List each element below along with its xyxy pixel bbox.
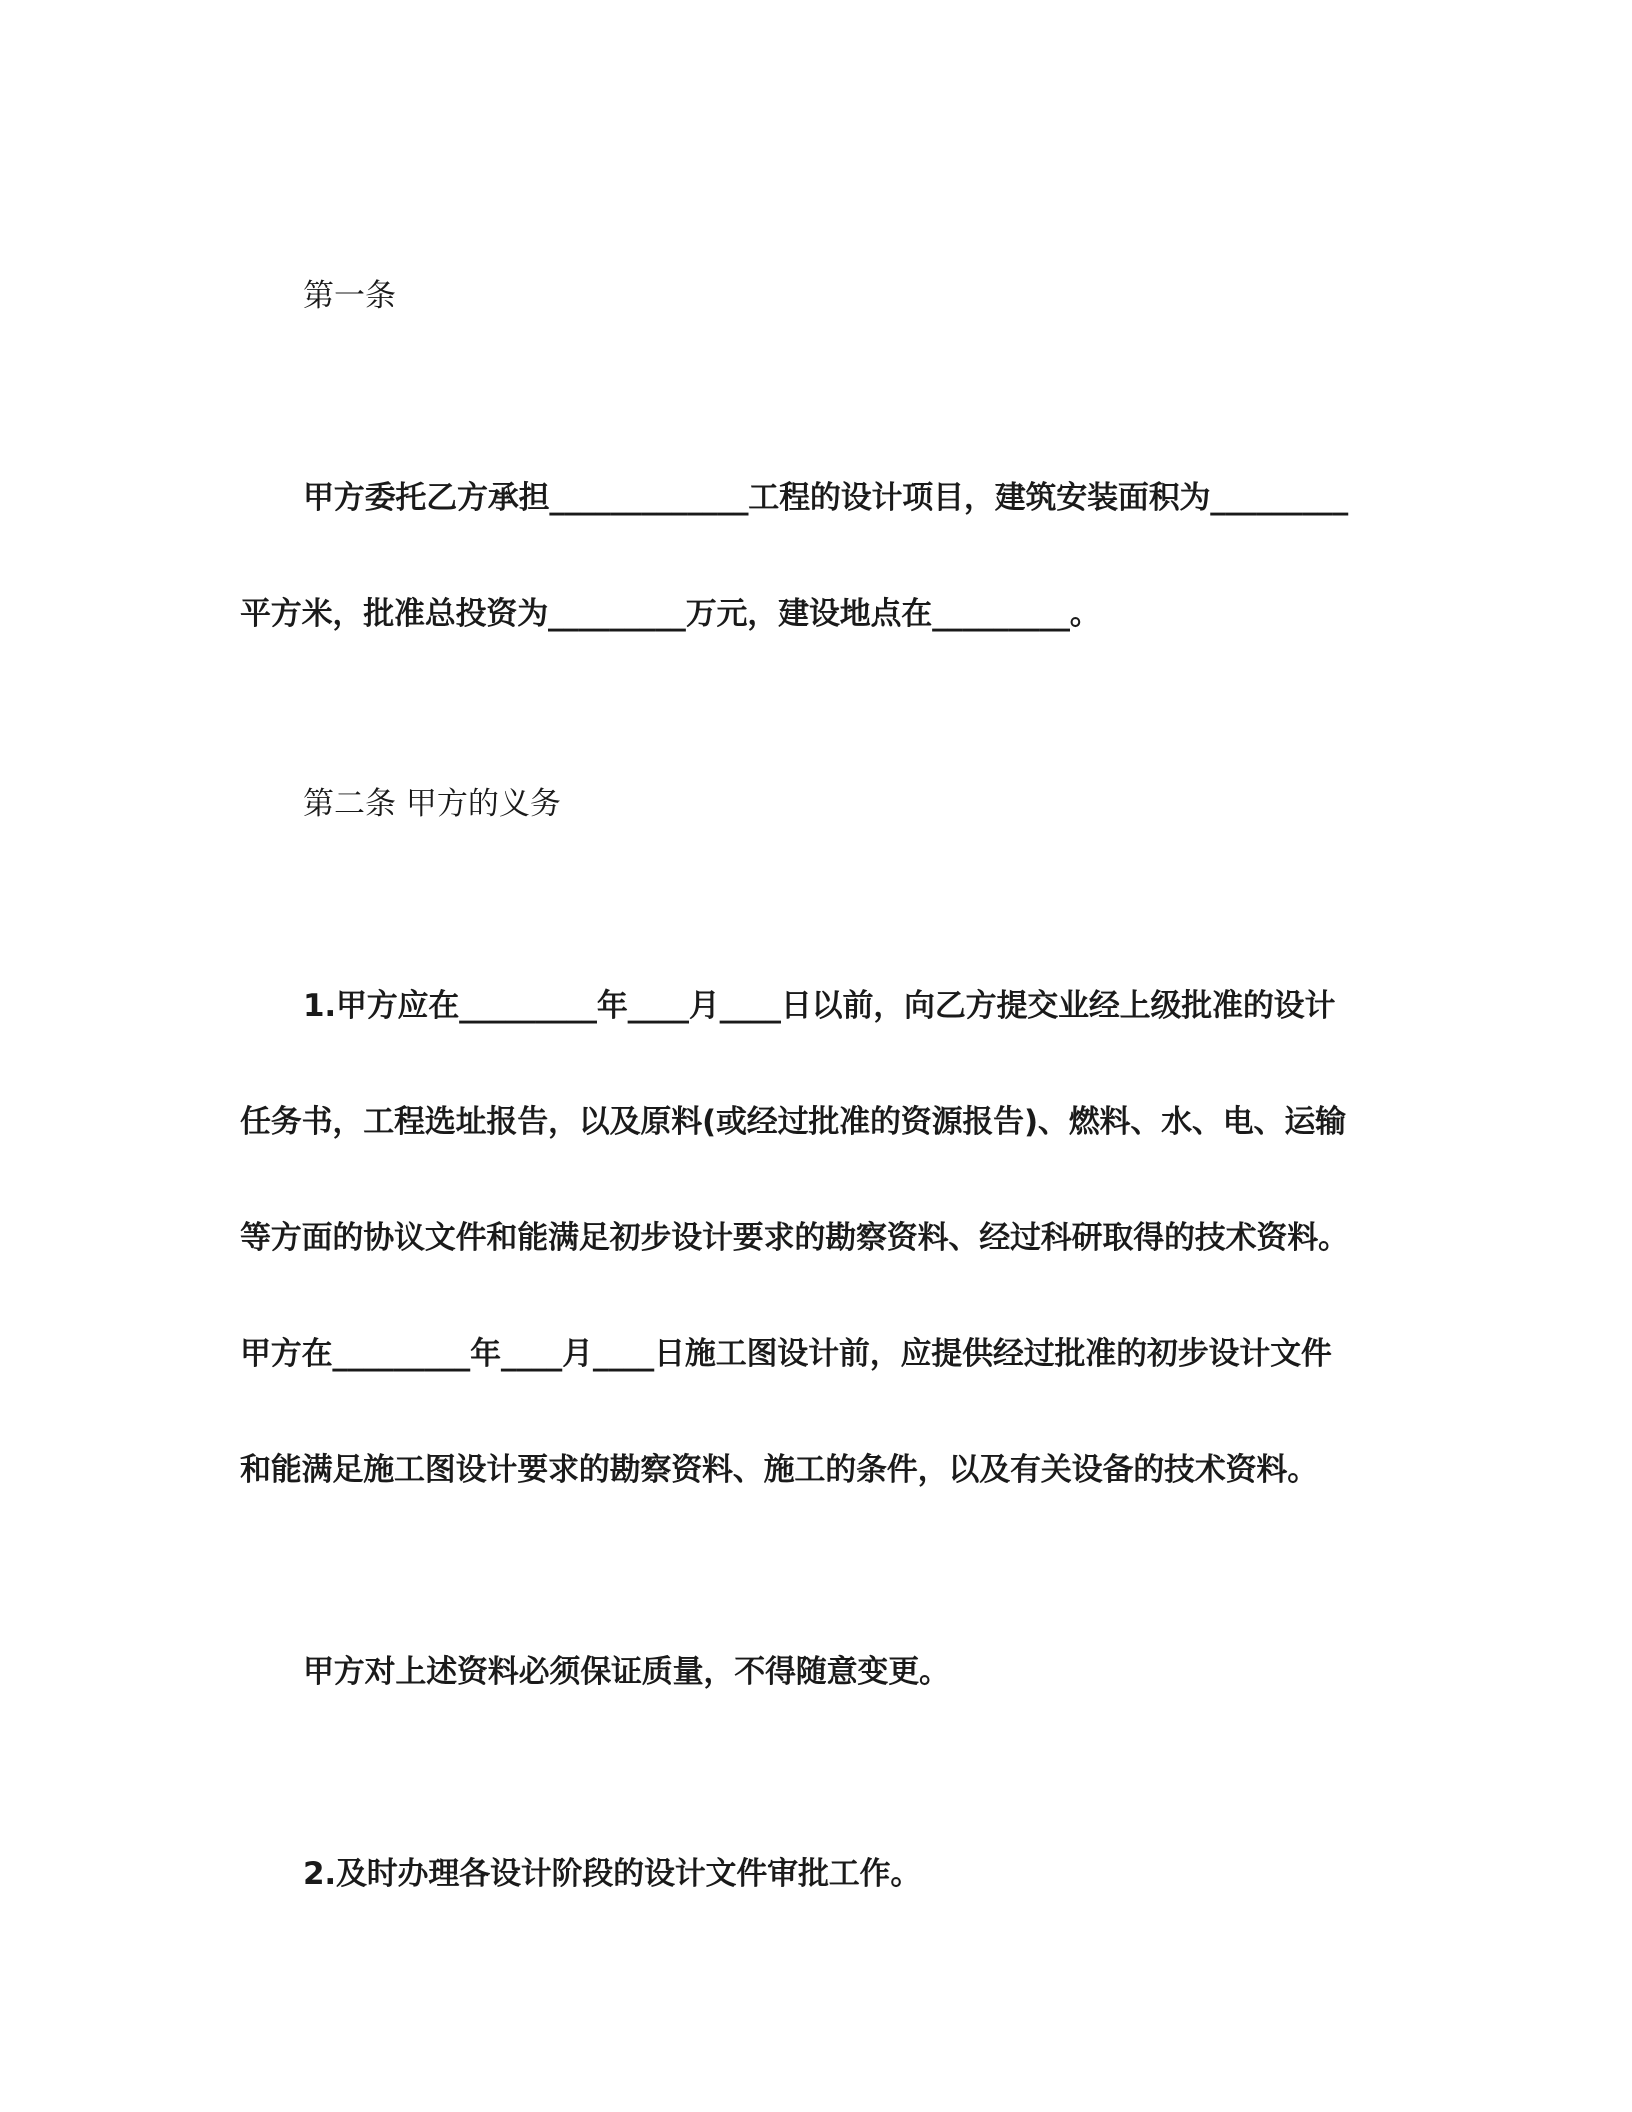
- article-1-heading: 第一条: [303, 278, 396, 314]
- article-2-heading: 第二条 甲方的义务: [303, 786, 561, 822]
- article-2-item-1-line-5: 和能满足施工图设计要求的勘察资料、施工的条件，以及有关设备的技术资料。: [240, 1452, 1318, 1488]
- article-1-line-2: 平方米，批准总投资为_________万元，建设地点在_________。: [240, 596, 1101, 632]
- article-2-item-2: 2.及时办理各设计阶段的设计文件审批工作。: [303, 1856, 922, 1892]
- article-1-line-1: 甲方委托乙方承担_____________工程的设计项目，建筑安装面积为_________: [303, 480, 1348, 516]
- quality-note: 甲方对上述资料必须保证质量，不得随意变更。: [303, 1654, 950, 1690]
- article-2-item-1-line-2: 任务书，工程选址报告，以及原料(或经过批准的资源报告)、燃料、水、电、运输: [240, 1104, 1346, 1140]
- article-2-item-1-line-3: 等方面的协议文件和能满足初步设计要求的勘察资料、经过科研取得的技术资料。: [240, 1220, 1349, 1256]
- article-2-item-1-line-4: 甲方在_________年____月____日施工图设计前，应提供经过批准的初步设计文件: [240, 1336, 1332, 1372]
- article-2-item-1-line-1: 1.甲方应在_________年____月____日以前，向乙方提交业经上级批准的设计: [303, 988, 1336, 1024]
